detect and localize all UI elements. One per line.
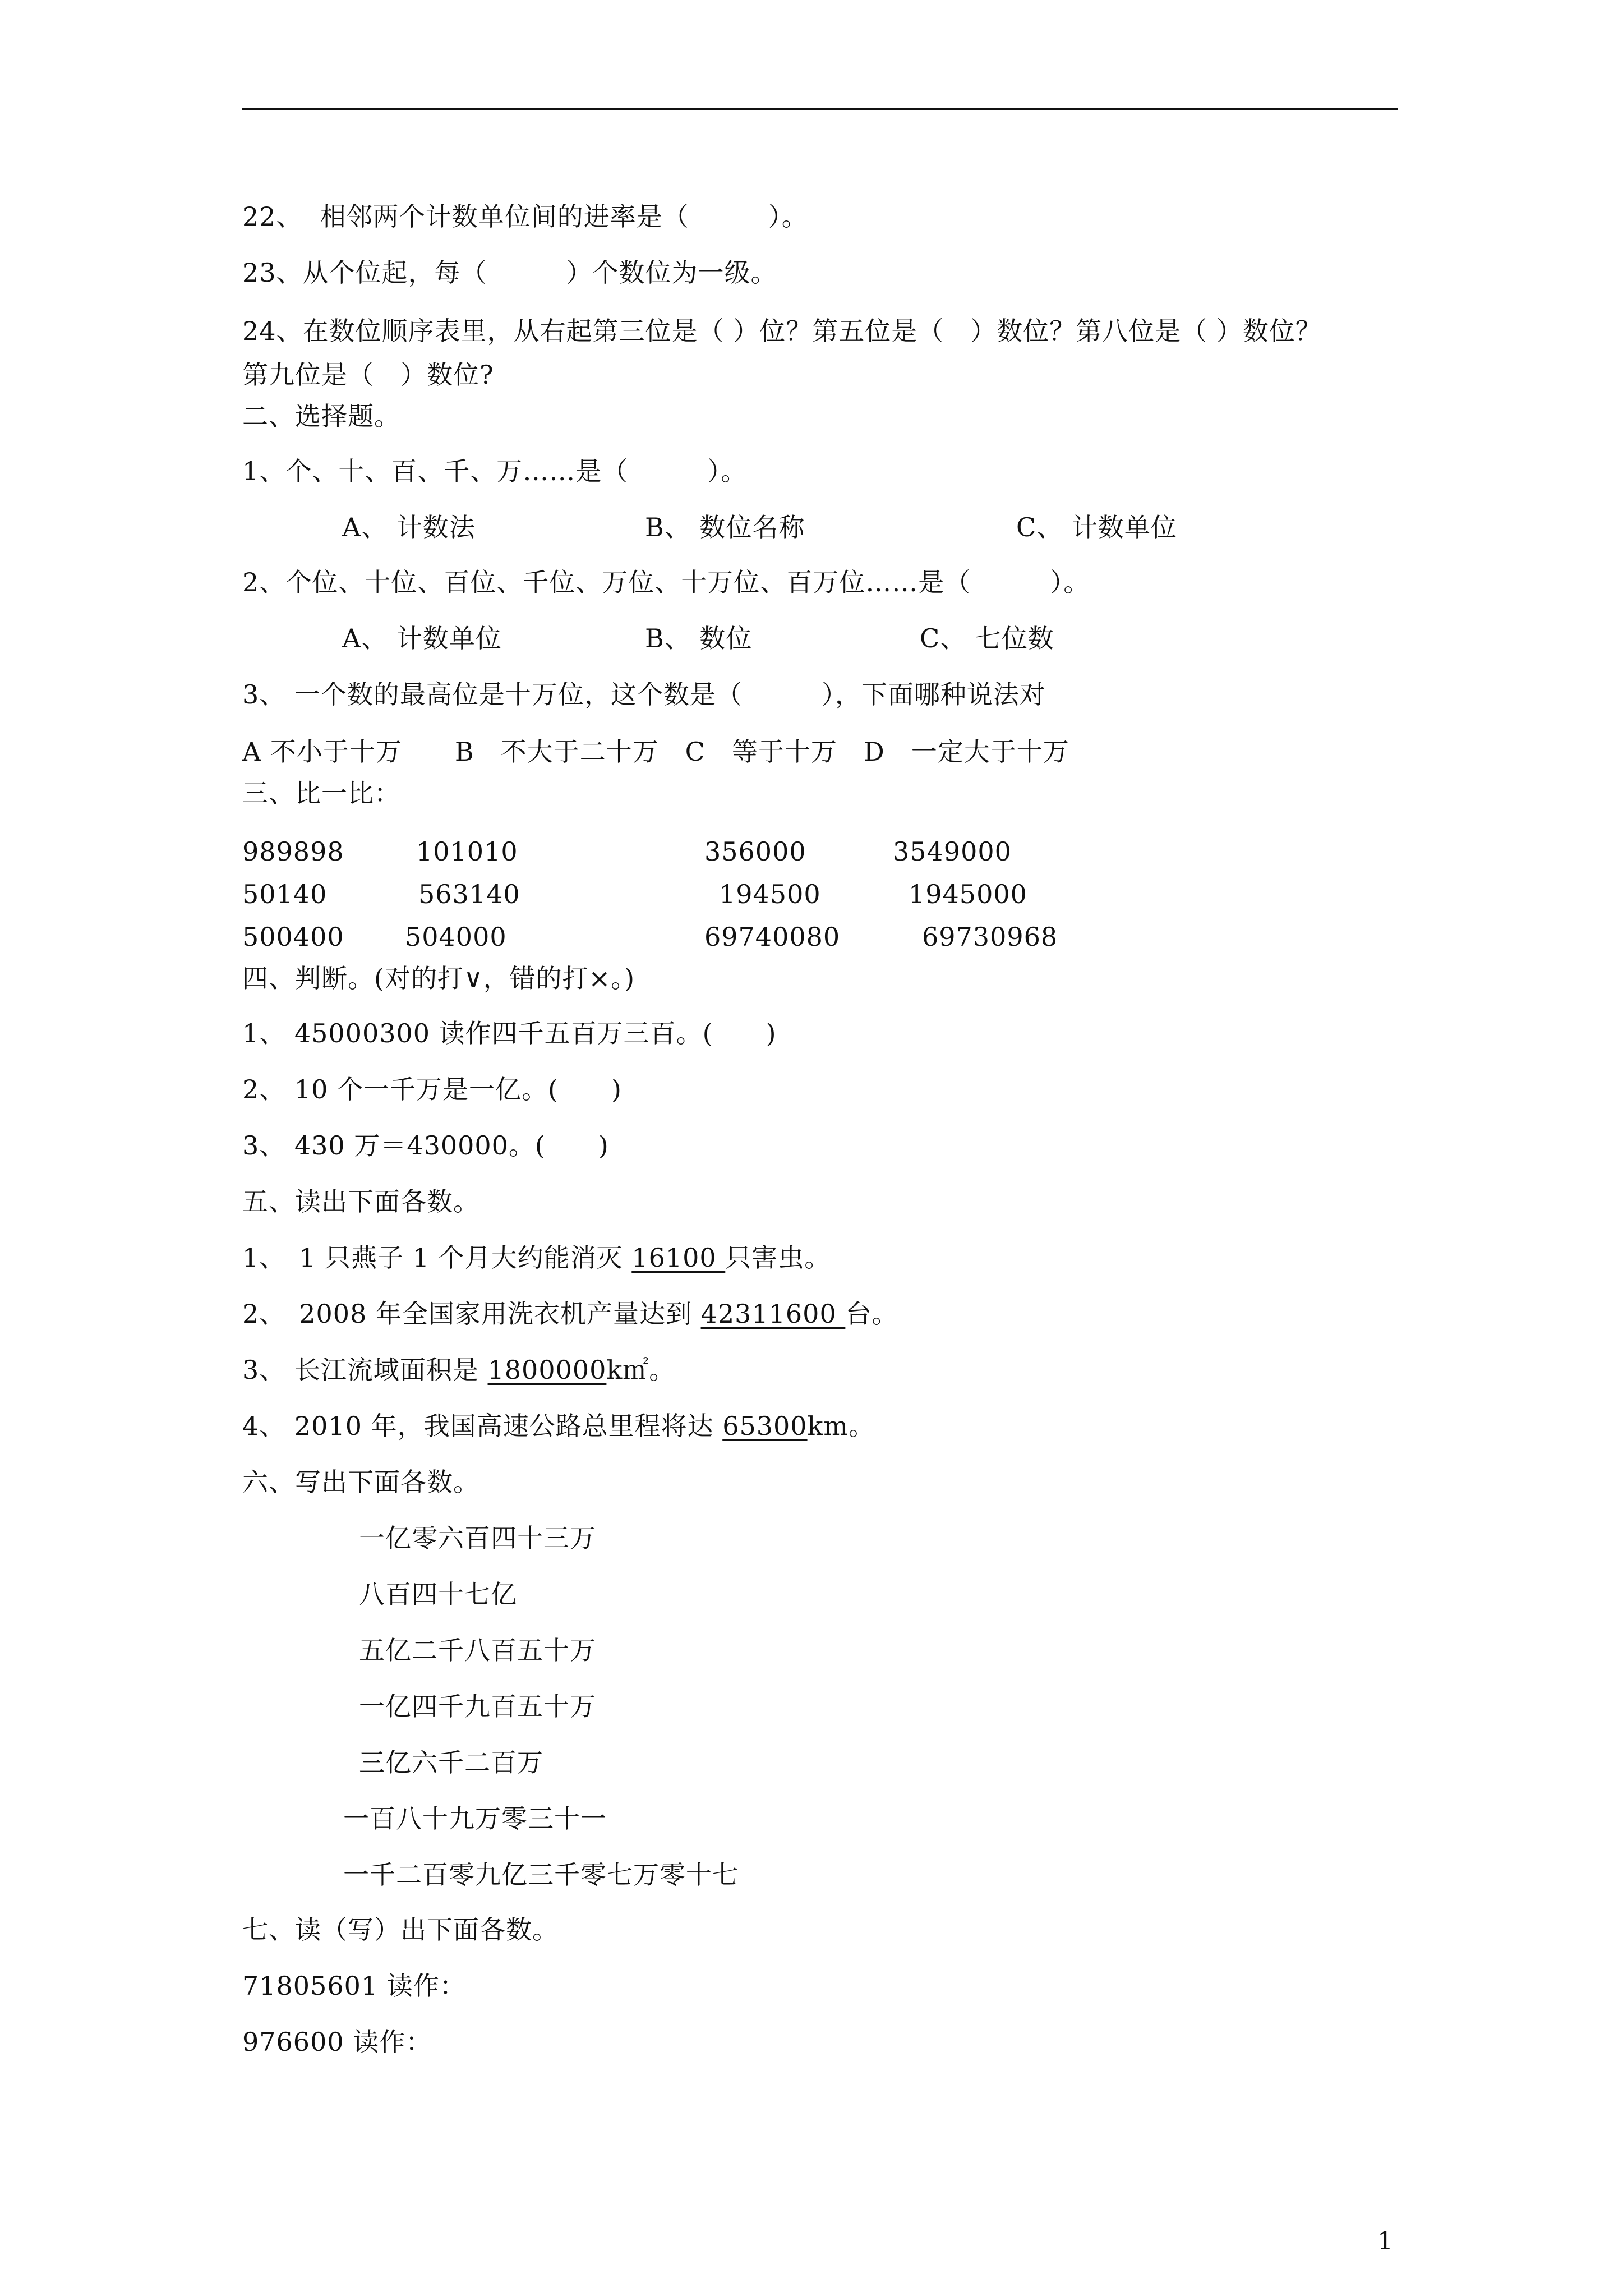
compare-cell: 50140 [242,879,328,909]
write-item: 五亿二千八百五十万 [359,1635,596,1665]
read-question-2 [242,1297,898,1331]
choice-question-1: 1、个、十、百、千、万……是（ ）。 [242,456,748,486]
choice-1-option-b: B、 数位名称 [645,512,805,542]
section-heading-read: 五、读出下面各数。 [242,1186,479,1217]
choice-3-options: A 不小于十万 B 不大于二十万 C 等于十万 D 一定大于十万 [242,737,1069,767]
write-item: 八百四十七亿 [359,1579,517,1609]
write-item: 一千二百零九亿三千零七万零十七 [343,1860,739,1890]
choice-question-3: 3、 一个数的最高位是十万位，这个数是（ ），下面哪种说法对 [242,679,1046,710]
compare-cell: 500400 [242,922,344,952]
section-heading-compare: 三、比一比： [242,778,400,808]
read-question-1 [242,1241,831,1274]
header-rule [242,108,1398,110]
read-question-4-number: 65300 [722,1411,808,1441]
write-item: 一亿零六百四十三万 [359,1523,596,1553]
choice-question-2: 2、个位、十位、百位、千位、万位、十万位、百万位……是（ ）。 [242,567,1090,597]
judge-question-1: 1、 45000300 读作四千五百万三百。( ) [242,1018,777,1048]
judge-question-2: 2、 10 个一千万是一亿。( ) [242,1074,622,1105]
read-write-question-1: 71805601 读作： [242,1971,466,2001]
read-question-1-prefix: 1、 1 只燕子 1 个月大约能消灭 [242,1243,632,1273]
choice-1-option-c: C、 计数单位 [1016,512,1177,542]
compare-cell: 194500 [719,879,821,909]
read-question-2-number: 42311600 [700,1299,846,1329]
write-item: 一亿四千九百五十万 [359,1691,596,1722]
compare-cell: 69730968 [922,922,1058,952]
choice-1-option-a: A、 计数法 [342,512,476,542]
read-question-1-suffix: 只害虫。 [725,1243,831,1273]
section-heading-judge: 四、判断。(对的打∨，错的打×。) [242,963,635,993]
read-write-question-2: 976600 读作： [242,2027,432,2057]
choice-2-option-c: C、 七位数 [920,623,1054,654]
read-question-1-number: 16100 [631,1243,726,1273]
read-question-3-prefix: 3、 长江流域面积是 [242,1355,488,1385]
compare-cell: 69740080 [704,922,841,952]
choice-2-option-b: B、 数位 [645,623,753,654]
read-question-3 [242,1353,675,1387]
compare-cell: 504000 [405,922,507,952]
question-22: 22、 相邻两个计数单位间的进率是（ ）。 [242,201,808,232]
read-question-3-suffix: k㎡。 [606,1355,676,1385]
write-item: 一百八十九万零三十一 [343,1803,607,1834]
question-24-line1: 24、在数位顺序表里，从右起第三位是（ ）位？第五位是（ ）数位？第八位是（ ）数位？ [242,316,1322,346]
question-24-line2: 第九位是（ ）数位? [242,360,494,390]
read-question-2-suffix: 台。 [845,1299,898,1329]
read-question-4-suffix: km。 [807,1411,875,1441]
section-heading-read-write: 七、读（写）出下面各数。 [242,1915,559,1945]
read-question-2-prefix: 2、 2008 年全国家用洗衣机产量达到 [242,1299,701,1329]
compare-cell: 1945000 [909,879,1027,909]
write-item: 三亿六千二百万 [359,1747,543,1778]
section-heading-write: 六、写出下面各数。 [242,1467,479,1497]
question-23: 23、从个位起，每（ ）个数位为一级。 [242,257,777,288]
page-number: 1 [1377,2227,1393,2256]
compare-cell: 563140 [418,879,520,909]
read-question-3-number: 1800000 [487,1355,607,1385]
read-question-4 [242,1409,875,1443]
compare-cell: 356000 [704,836,806,867]
judge-question-3: 3、 430 万＝430000。( ) [242,1130,609,1161]
section-heading-choice: 二、选择题。 [242,401,400,431]
compare-cell: 3549000 [893,836,1012,867]
choice-2-option-a: A、 计数单位 [342,623,502,654]
read-question-4-prefix: 4、 2010 年，我国高速公路总里程将达 [242,1411,723,1441]
compare-cell: 989898 [242,836,344,867]
compare-cell: 101010 [416,836,518,867]
